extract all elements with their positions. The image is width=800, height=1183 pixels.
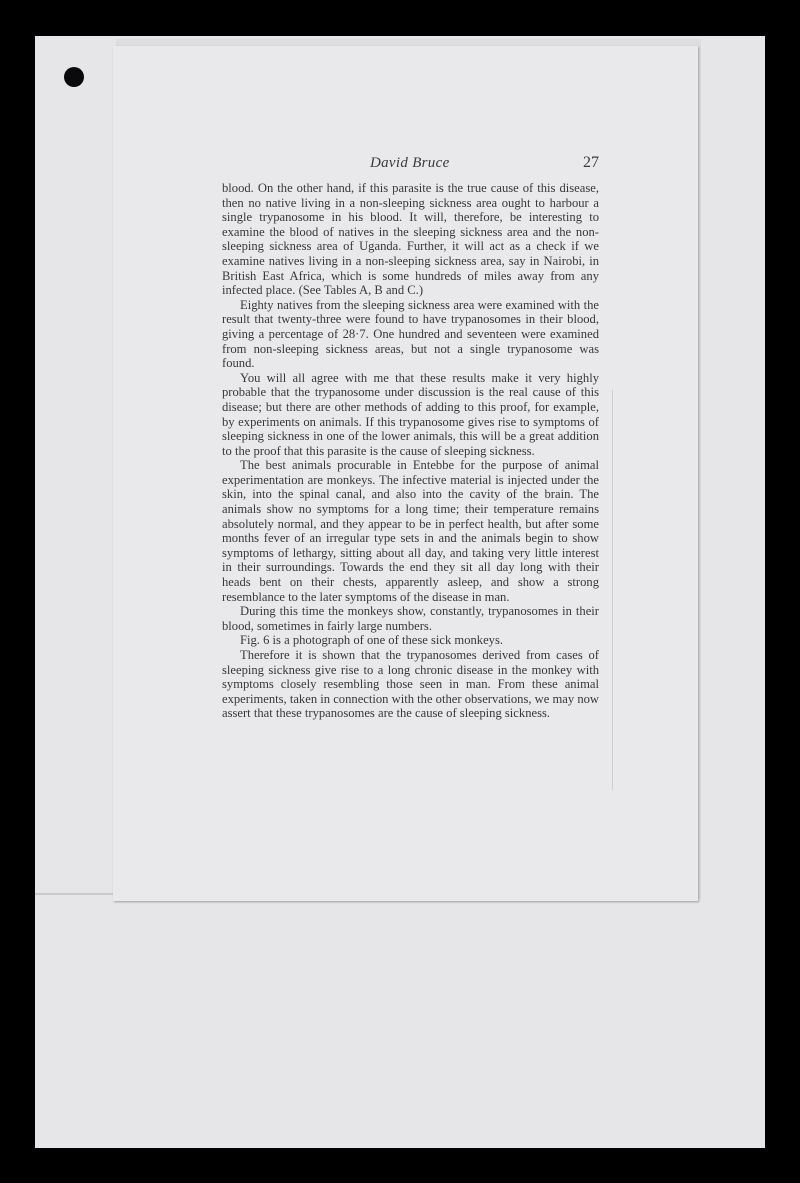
paragraph: Eighty natives from the sleeping sickness area were examined with the result that twenty-three were found to have trypanosomes in their blood, giving a percentage of 28·7. One hundred and seventeen were examined from non-sleeping sickness areas, but not a single trypanosome was found.: [222, 297, 599, 371]
running-title: David Bruce: [370, 155, 450, 171]
paragraph: You will all agree with me that these results make it very highly probable that the trypanosome under discussion is the real cause of this disease; but there are other methods of adding to this proof, for example, by experiments on animals. If this trypanosome gives rise to symptoms of sleeping sickness in one of the lower animals, this will be a great addition to the proof that this parasite is the cause of sleeping sickness.: [222, 370, 599, 458]
paragraph: Therefore it is shown that the trypanosomes derived from cases of sleeping sickness give rise to a long chronic disease in the monkey with symptoms closely resembling those seen in man. From these animal experiments, taken in connection with the other observations, we may now assert that these trypanosomes are the cause of sleeping sickness.: [222, 648, 600, 721]
running-head: [222, 152, 599, 174]
paragraph: During this time the monkeys show, constantly, trypanosomes in their blood, sometimes in fairly large numbers.: [222, 604, 599, 633]
paragraph: The best animals procurable in Entebbe for the purpose of animal experimentation are monkeys. The infective material is injected under the skin, into the spinal canal, and also into the cavity of the brain. The animals show no symptoms for a long time; their temperature remains absolutely normal, and they appear to be in perfect health, but after some months fever of an irregular type sets in and the animals begin to show symptoms of lethargy, sitting about all day, and taking very little interest in their surroundings. Towards the end they sit all day long with their heads bent on their chests, apparently asleep, and show a strong resemblance to the later symptoms of the disease in man.: [222, 458, 599, 604]
page-margin-mark: [612, 390, 613, 790]
punch-hole: [64, 67, 84, 87]
body-text: [222, 181, 599, 721]
paragraph: blood. On the other hand, if this parasite is the true cause of this disease, then no native living in a non-sleeping sickness area ought to harbour a single trypanosome in his blood. It will, therefore, be interesting to examine the blood of natives in the sleeping sickness area and the non-sleeping sickness area of Uganda. Further, it will act as a check if we examine natives living in a non-sleeping sickness area, say in Nairobi, in British East Africa, which is some hundreds of miles away from any infected place. (See Tables A, B and C.): [222, 181, 599, 298]
page-number: 27: [583, 154, 599, 171]
paragraph: Fig. 6 is a photograph of one of these sick monkeys.: [240, 633, 504, 648]
